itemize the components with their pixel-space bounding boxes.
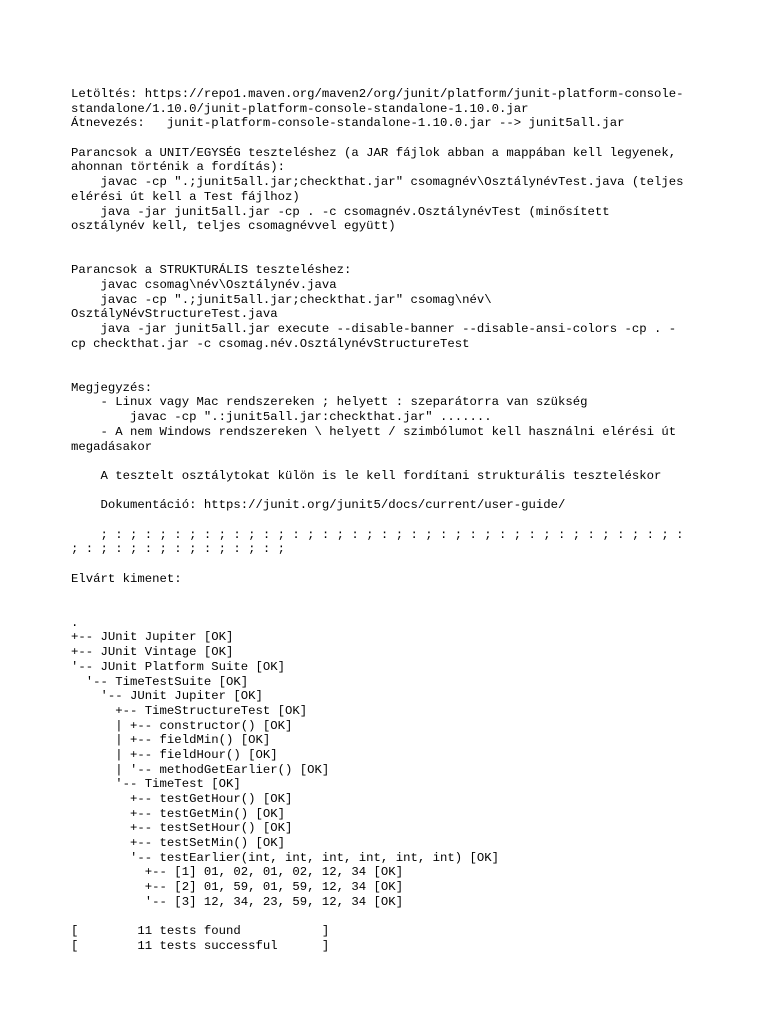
download-line: Letöltés: https://repo1.maven.org/maven2/org/junit/platform/junit-platform-console- [71,87,684,101]
tree-node: +-- [2] 01, 59, 01, 59, 12, 34 [OK] [71,880,404,895]
blank-line [71,249,711,264]
download-line-cont: standalone/1.10.0/junit-platform-console-standalone-1.10.0.jar [71,101,529,116]
summary-tests-found: [ 11 tests found ] [71,924,330,939]
blank-line [71,557,711,572]
note-path-separator-cont: megadásakor [71,439,153,454]
unit-javac-command: javac -cp ".;junit5all.jar;checkthat.jar" csomagnév\OsztálynévTest.java (teljes [71,175,684,190]
tree-node: '-- TimeTest [OK] [71,777,241,792]
structural-javac-class: javac csomag\név\Osztálynév.java [71,277,337,292]
tree-node: '-- JUnit Platform Suite [OK] [71,659,286,674]
unit-commands-heading-cont: ahonnan történik a fordítás): [71,160,286,175]
tree-node: +-- JUnit Vintage [OK] [71,645,234,660]
blank-line [71,131,711,146]
separator-line: ; : ; : ; : ; : ; : ; : ; : ; : ; : ; : ; : ; : ; : ; : ; : ; : ; : ; : ; : ; : [71,527,684,542]
blank-line [71,366,711,381]
expected-output-heading: Elvárt kimenet: [71,571,182,586]
tree-node: +-- testSetHour() [OK] [71,821,293,836]
blank-line [71,586,711,601]
tree-node: | +-- fieldMin() [OK] [71,733,271,748]
structural-commands-heading: Parancsok a STRUKTURÁLIS teszteléshez: [71,263,352,278]
blank-line [71,601,711,616]
note-compile-classes: A tesztelt osztálytokat külön is le kell fordítani strukturális teszteléskor [71,468,662,483]
tree-node: +-- testSetMin() [OK] [71,836,286,851]
tree-node: +-- testGetHour() [OK] [71,792,293,806]
tree-node: +-- TimeStructureTest [OK] [71,703,308,718]
tree-node: | +-- constructor() [OK] [71,718,293,733]
tree-node: '-- testEarlier(int, int, int, int, int, int) [OK] [71,850,500,865]
tree-node: +-- [1] 01, 02, 01, 02, 12, 34 [OK] [71,865,404,880]
structural-javac-test: javac -cp ".;junit5all.jar;checkthat.jar" csomag\név\ [71,292,492,307]
blank-line [71,484,711,499]
notes-heading: Megjegyzés: [71,380,153,395]
note-path-separator: - A nem Windows rendszereken \ helyett / szimbólumot kell használni elérési út [71,424,677,439]
blank-line [71,351,711,366]
tree-node: '-- TimeTestSuite [OK] [71,674,249,689]
unit-commands-heading: Parancsok a UNIT/EGYSÉG teszteléshez (a JAR fájlok abban a mappában kell legyenek, [71,145,677,160]
summary-tests-successful: [ 11 tests successful ] [71,938,330,953]
unit-javac-command-cont: elérési út kell a Test fájlhoz) [71,189,300,204]
tree-node: +-- JUnit Jupiter [OK] [71,630,234,645]
documentation-line: Dokumentáció: https://junit.org/junit5/docs/current/user-guide/ [71,498,566,513]
blank-line [71,513,711,528]
tree-node: '-- [3] 12, 34, 23, 59, 12, 34 [OK] [71,894,404,909]
unit-java-command-cont: osztálynév kell, teljes csomagnévvel együtt) [71,219,396,234]
blank-line [71,234,711,249]
tree-node: +-- testGetMin() [OK] [71,806,286,821]
separator-line-cont: ; : ; : ; : ; : ; : ; : ; : ; [71,542,286,557]
unit-java-command: java -jar junit5all.jar -cp . -c csomagnév.OsztálynévTest (minősített [71,204,610,219]
tree-node: | +-- fieldHour() [OK] [71,747,278,762]
blank-line [71,910,711,925]
tree-node: '-- JUnit Jupiter [OK] [71,689,263,704]
blank-line [71,454,711,469]
structural-java-command: java -jar junit5all.jar execute --disable-banner --disable-ansi-colors -cp . - [71,322,677,336]
tree-root: . [71,615,79,630]
note-linux-mac: - Linux vagy Mac rendszereken ; helyett : szeparátorra van szükség [71,395,588,410]
tree-node: | '-- methodGetEarlier() [OK] [71,762,330,777]
document-text [71,87,711,954]
note-linux-mac-example: javac -cp ".:junit5all.jar:checkthat.jar" ....... [71,410,492,425]
structural-javac-test-cont: OsztályNévStructureTest.java [71,307,278,322]
structural-java-command-cont: cp checkthat.jar -c csomag.név.OsztálynévStructureTest [71,336,470,351]
rename-line: Átnevezés: junit-platform-console-standalone-1.10.0.jar --> junit5all.jar [71,116,625,131]
